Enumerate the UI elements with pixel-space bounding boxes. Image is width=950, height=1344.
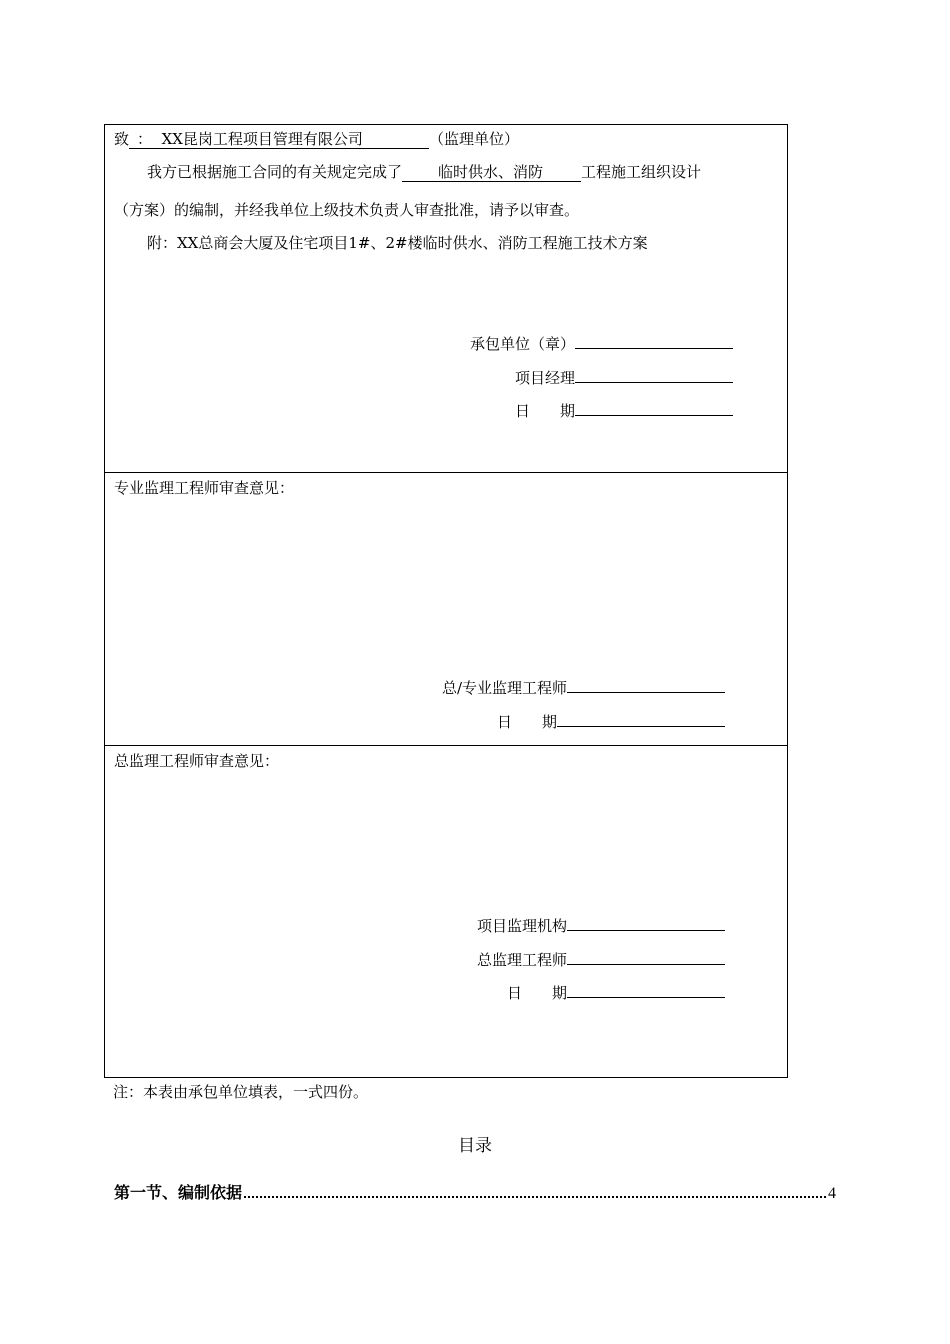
- contractor-date-line: [515, 399, 733, 421]
- chief-engineer-line: [477, 948, 725, 970]
- toc-entry-page: 4: [828, 1185, 836, 1202]
- chief-date-blank[interactable]: [567, 981, 725, 998]
- contractor-section: [105, 125, 787, 473]
- contractor-unit-blank[interactable]: [575, 332, 733, 349]
- chief-engineer-label: 总监理工程师: [476, 951, 567, 969]
- engineer-signer-blank[interactable]: [567, 676, 725, 693]
- supervision-org-blank[interactable]: [567, 914, 725, 931]
- contractor-unit-label: 承包单位（章）: [469, 335, 575, 353]
- chief-engineer-blank[interactable]: [567, 948, 725, 965]
- project-manager-blank[interactable]: [575, 366, 733, 383]
- engineer-date-line: [497, 710, 725, 732]
- contractor-unit-line: [470, 332, 733, 354]
- engineer-review-heading: 专业监理工程师审查意见：: [114, 479, 295, 497]
- attachment-line: 附：XX总商会大厦及住宅项目1#、2#楼临时供水、消防工程施工技术方案: [147, 234, 648, 252]
- form-note: 注：本表由承包单位填表，一式四份。: [113, 1083, 369, 1101]
- toc-entry-label: 第一节、编制依据: [114, 1183, 243, 1202]
- body-line-1: [147, 162, 701, 182]
- toc-leader-dots: [244, 1196, 826, 1198]
- project-manager-line: [515, 366, 733, 388]
- toc-title: 目录: [458, 1136, 492, 1156]
- engineer-date-label: 日 期: [496, 713, 557, 731]
- engineer-date-blank[interactable]: [557, 710, 725, 727]
- chief-date-line: [507, 981, 725, 1003]
- project-name: 临时供水、消防: [402, 163, 581, 182]
- toc-entry[interactable]: [114, 1180, 836, 1203]
- addressee-line: [114, 129, 519, 149]
- body-prefix: 我方已根据施工合同的有关规定完成了: [147, 163, 403, 181]
- addressee-colon: ：: [137, 130, 153, 148]
- contractor-date-blank[interactable]: [575, 399, 733, 416]
- supervision-org-label: 项目监理机构: [476, 917, 567, 935]
- supervision-org-line: [477, 914, 725, 936]
- addressee-underline: [129, 130, 429, 149]
- approval-form: [104, 124, 788, 1078]
- chief-review-section: [105, 746, 787, 1077]
- body-line-2: （方案）的编制，并经我单位上级技术负责人审查批准，请予以审查。: [114, 201, 580, 219]
- addressee-company: XX昆岗工程项目管理有限公司: [161, 130, 363, 148]
- body-suffix: 工程施工组织设计: [581, 163, 702, 181]
- contractor-date-label: 日 期: [514, 402, 575, 420]
- addressee-suffix: （监理单位）: [428, 130, 519, 148]
- engineer-signer-line: [442, 676, 725, 698]
- project-manager-label: 项目经理: [514, 369, 575, 387]
- engineer-review-section: [105, 473, 787, 746]
- chief-review-heading: 总监理工程师审查意见：: [114, 752, 280, 770]
- engineer-signer-label: 总/专业监理工程师: [441, 679, 567, 697]
- addressee-prefix: 致: [114, 130, 130, 148]
- chief-date-label: 日 期: [506, 984, 567, 1002]
